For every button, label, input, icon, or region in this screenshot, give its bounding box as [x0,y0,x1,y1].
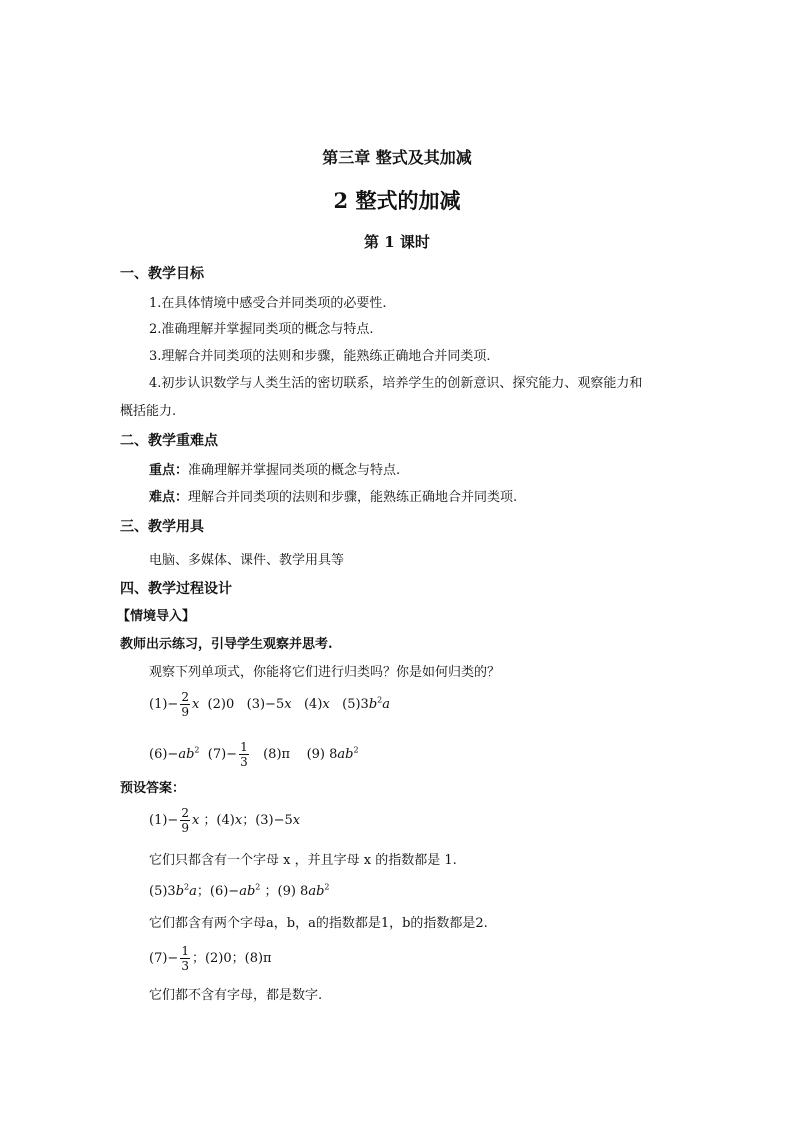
key-point-label: 重点： [149,463,189,478]
answer-group-2: $(5)3b^2a$；$(6)-ab^2$ ；(9) $8ab^2$ [149,882,330,899]
section-heading-process: 四、教学过程设计 [120,581,232,597]
goal-item: 4.初步认识数学与人类生活的密切联系，培养学生的创新意识、探究能力、观察能力和 [149,376,643,391]
monomial-list-1: (1)− $\frac{2}{9}$ x (2)0 (3)−5x (4)x $(5)3b^2a$ [149,690,391,719]
fraction: $\frac{1}{3}$ [181,944,189,973]
goal-item: 3.理解合并同类项的法则和步骤，能熟练正确地合并同类项. [149,349,491,364]
section-heading-key-points: 二、教学重难点 [120,433,218,449]
answer-label: 预设答案： [120,781,186,796]
fraction: $\frac{1}{3}$ [240,740,248,769]
section-heading-goals: 一、教学目标 [120,266,204,282]
difficult-point [149,490,517,506]
difficult-point-text: 理解合并同类项的法则和步骤，能熟练正确地合并同类项. [188,490,518,505]
section-heading-tools: 三、教学用具 [120,519,204,535]
difficult-point-label: 难点： [149,490,189,505]
answer-explanation-1: 它们只都含有一个字母 x ，并且字母 x 的指数都是 1. [149,853,457,868]
subsection-heading: 【情境导入】 [117,609,196,624]
goal-item: 1.在具体情境中感受合并同类项的必要性. [149,296,387,311]
goal-item-continued: 概括能力. [120,404,177,419]
question-text: 观察下列单项式，你能将它们进行归类吗？你是如何归类的？ [149,665,501,680]
tools-text: 电脑、多媒体、课件、教学用具等 [149,553,345,568]
monomial-list-2: $(6)-ab^2$ (7)− $\frac{1}{3}$ (8)π (9) $8ab^2$ [149,740,359,769]
teacher-instruction: 教师出示练习，引导学生观察并思考. [120,637,333,652]
section-title: 2 整式的加减 [333,188,461,213]
answer-group-1: (1)− $\frac{2}{9}$ x ；(4)x；(3)−5x [149,806,301,835]
key-point [149,463,400,479]
fraction: $\frac{2}{9}$ [181,690,189,719]
lesson-heading: 第 1 课时 [364,233,430,251]
answer-explanation-2: 它们都含有两个字母a，b，a的指数都是1，b的指数都是2. [149,916,488,931]
answer-group-3: (7)− $\frac{1}{3}$ ；(2)0；(8)π [149,944,272,973]
key-point-text: 准确理解并掌握同类项的概念与特点. [188,463,401,478]
goal-item: 2.准确理解并掌握同类项的概念与特点. [149,322,374,337]
fraction: $\frac{2}{9}$ [181,806,189,835]
answer-explanation-3: 它们都不含有字母，都是数字. [149,988,323,1003]
chapter-heading: 第三章 整式及其加减 [322,148,472,167]
